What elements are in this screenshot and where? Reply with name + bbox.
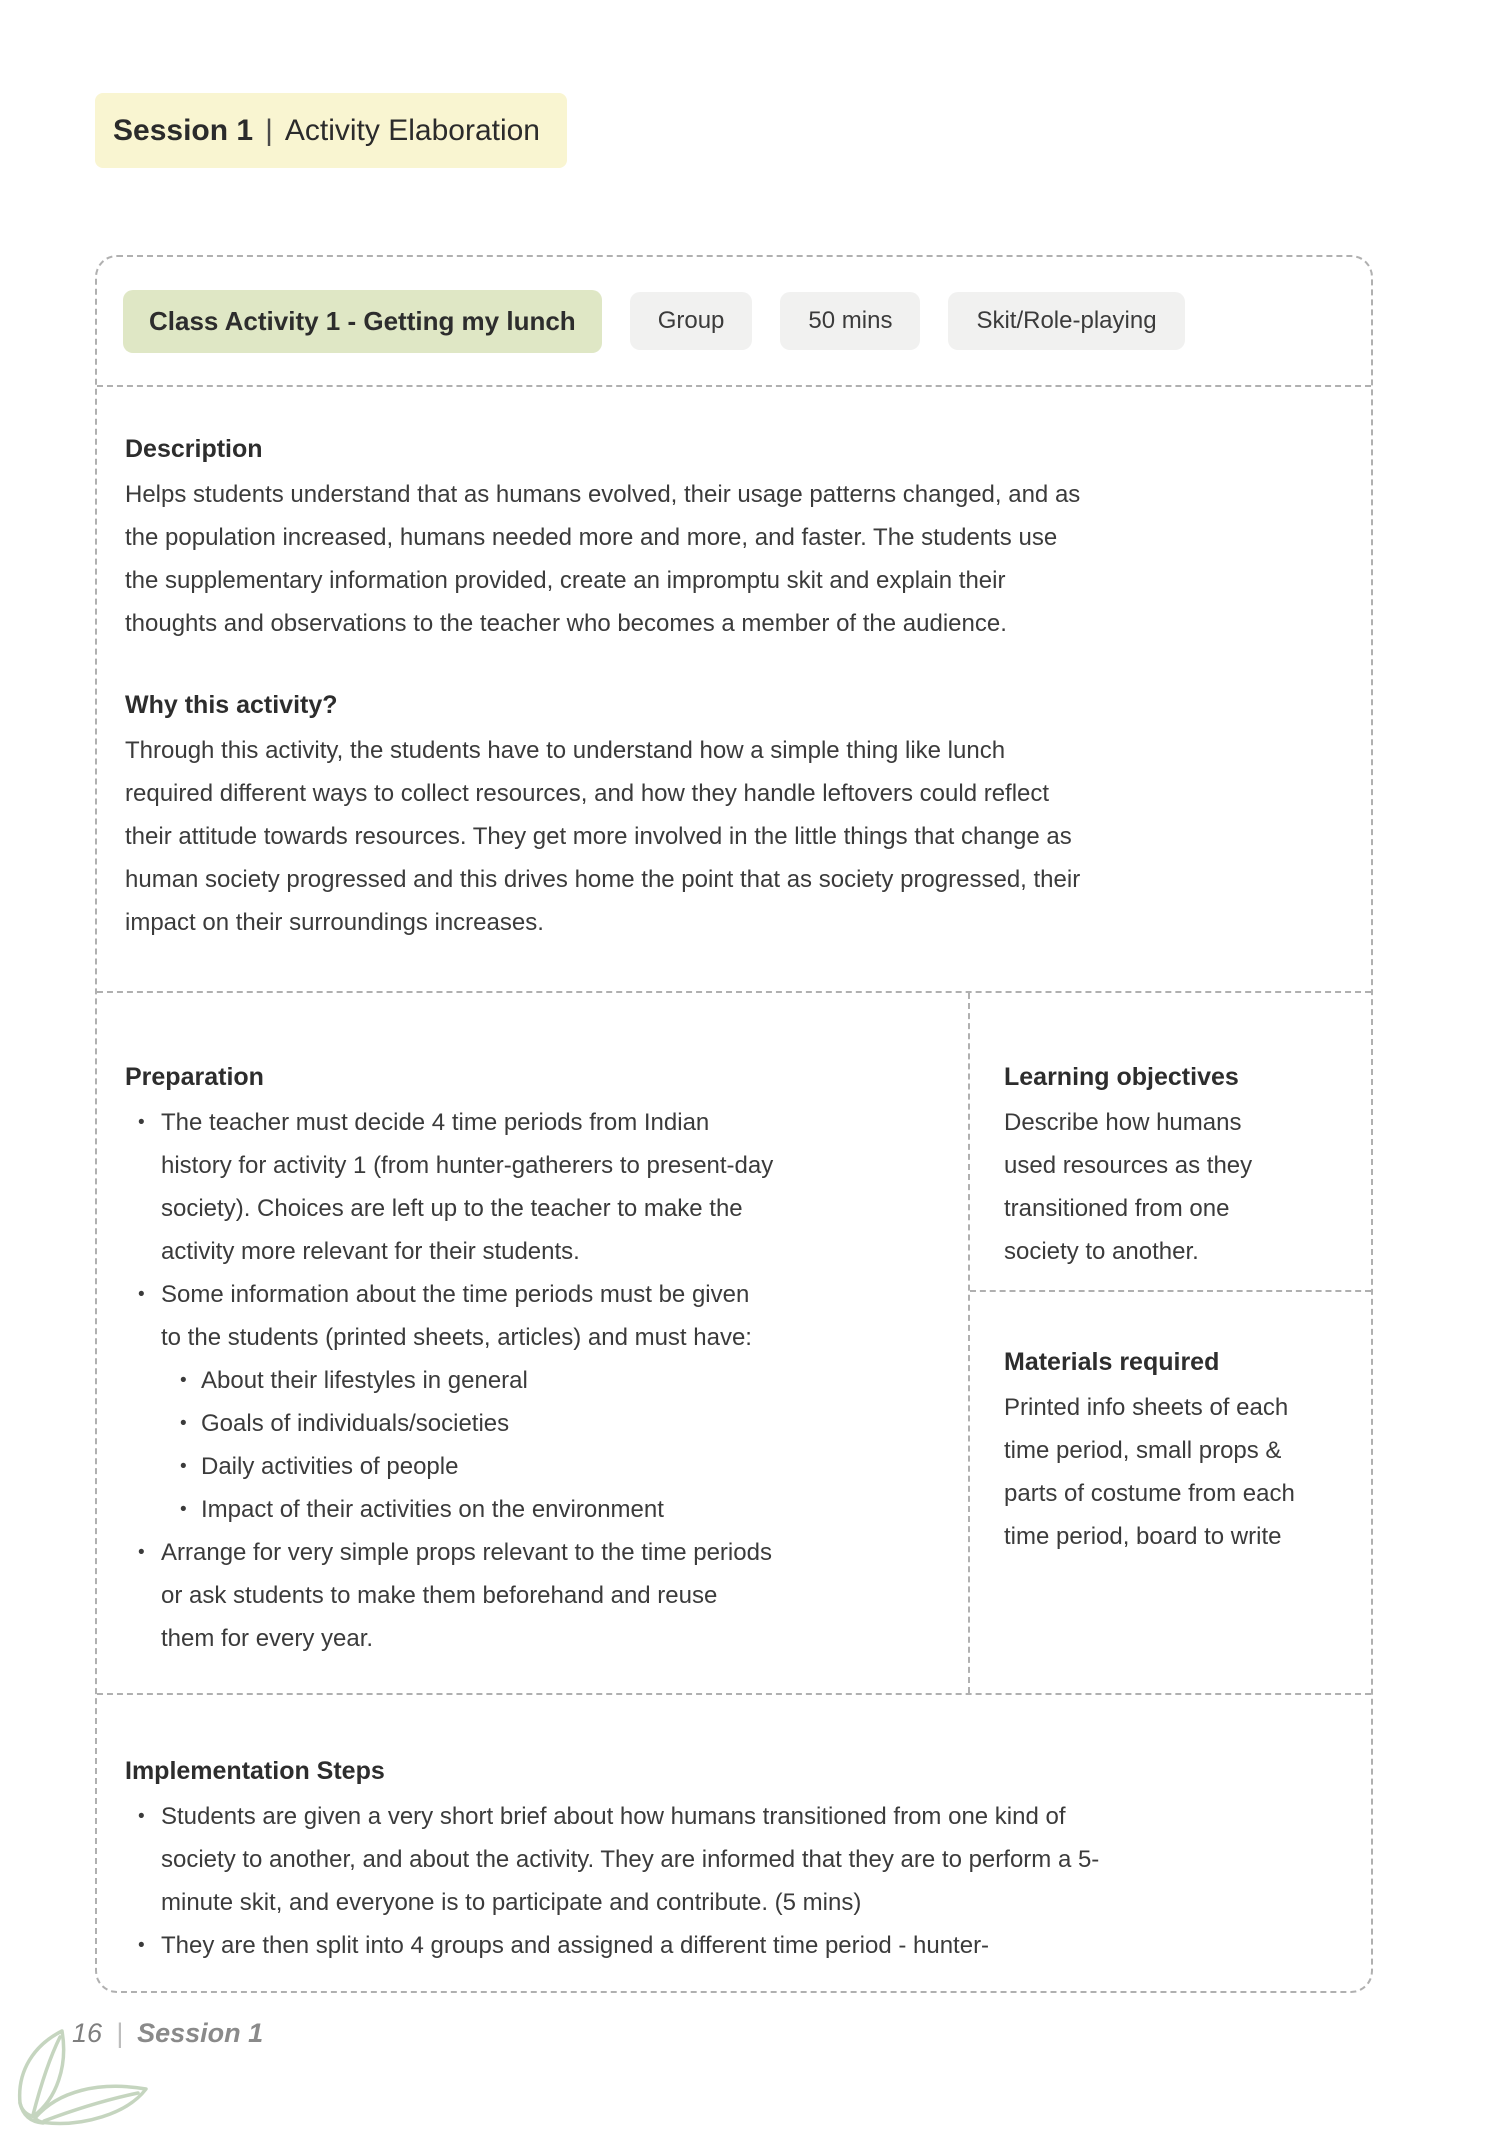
preparation-objectives-row — [97, 993, 1371, 1695]
materials-required-section — [970, 1292, 1371, 1693]
description-why-section — [97, 387, 1371, 993]
tag-duration: 50 mins — [780, 292, 920, 350]
activity-header-row — [97, 257, 1371, 387]
preparation-list — [125, 1101, 928, 1660]
description-heading: Description — [125, 435, 263, 463]
preparation-heading: Preparation — [125, 1063, 264, 1091]
session-title: Session 1 — [113, 113, 254, 147]
page-subtitle: Activity Elaboration — [284, 113, 540, 147]
page-number: 16 — [72, 2018, 103, 2048]
page-footer — [72, 2018, 263, 2049]
tag-activity-type: Skit/Role-playing — [948, 292, 1184, 350]
preparation-subitem: • Impact of their activities on the environment — [125, 1488, 815, 1531]
activity-name-badge: Class Activity 1 - Getting my lunch — [123, 290, 602, 353]
preparation-item: • Some information about the time periods must be given to the students (printed sheets, articles) and must have: — [125, 1273, 775, 1359]
implementation-item: • They are then split into 4 groups and assigned a different time period - hunter- — [125, 1924, 1135, 1967]
implementation-item: • Students are given a very short brief about how humans transitioned from one kind of society to another, and about the activity. They are informed that they are to perform a 5-minute skit, and everyone is to participate and contribute. (5 mins) — [125, 1795, 1135, 1924]
footer-section-label: Session 1 — [137, 2018, 264, 2048]
learning-objectives-heading: Learning objectives — [1004, 1063, 1239, 1091]
implementation-list — [125, 1795, 1341, 1967]
materials-required-body: Printed info sheets of each time period, small props & parts of costume from each time period, board to write — [1004, 1394, 1295, 1550]
preparation-section — [97, 993, 968, 1693]
learning-objectives-body: Describe how humans used resources as they transitioned from one society to another. — [1004, 1109, 1253, 1265]
why-heading: Why this activity? — [125, 691, 338, 719]
preparation-item: • Arrange for very simple props relevant to the time periods or ask students to make them beforehand and reuse them for every year. — [125, 1531, 775, 1660]
page-title-banner — [95, 93, 567, 168]
implementation-heading: Implementation Steps — [125, 1757, 385, 1785]
preparation-subitem: • About their lifestyles in general — [125, 1359, 815, 1402]
why-body: Through this activity, the students have to understand how a simple thing like lunch required different ways to collect resources, and how they handle leftovers could reflect their attitude towards resources. They get more involved in the little things that change as human society progressed and this drives home the point that as society progressed, their impact on their surroundings increases. — [125, 737, 1081, 936]
footer-separator: | — [116, 2018, 124, 2048]
materials-required-heading: Materials required — [1004, 1348, 1220, 1376]
preparation-item: • The teacher must decide 4 time periods from Indian history for activity 1 (from hunter-gatherers to present-day society). Choices are left up to the teacher to make the activity more relevant for their students. — [125, 1101, 775, 1273]
tag-group-size: Group — [630, 292, 753, 350]
preparation-subitem: • Goals of individuals/societies — [125, 1402, 815, 1445]
description-body: Helps students understand that as humans evolved, their usage patterns changed, and as the population increased, humans needed more and more, and faster. The students use the supplementary information provided, create an impromptu skit and explain their thoughts and observations to the teacher who becomes a member of the audience. — [125, 481, 1081, 637]
learning-objectives-section — [970, 993, 1371, 1292]
right-column — [968, 993, 1371, 1693]
title-separator: | — [265, 113, 273, 147]
implementation-section — [97, 1695, 1371, 1991]
preparation-subitem: • Daily activities of people — [125, 1445, 815, 1488]
activity-card — [95, 255, 1373, 1993]
